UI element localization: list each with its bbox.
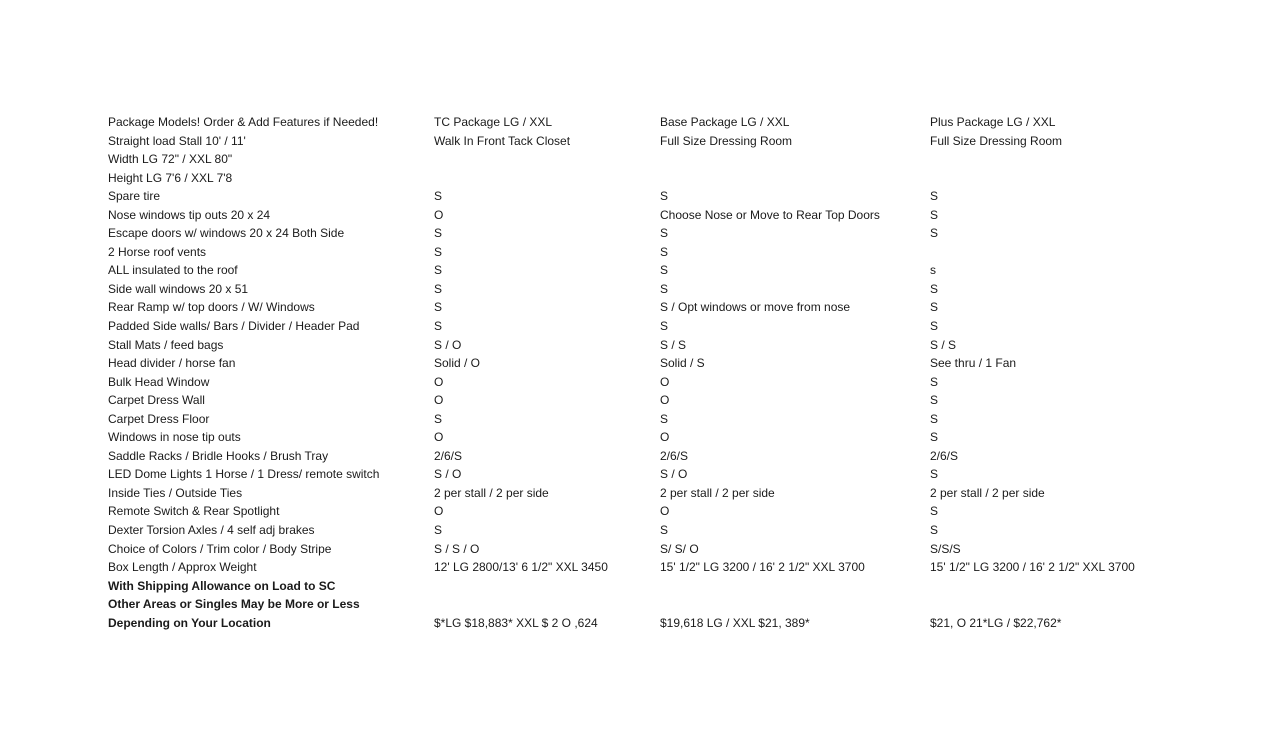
base-package-cell: 15' 1/2" LG 3200 / 16' 2 1/2" XXL 3700: [660, 560, 865, 575]
plus-package-cell: S: [930, 504, 939, 519]
table-row: [0, 540, 1276, 559]
plus-package-cell: 2 per stall / 2 per side: [930, 485, 1045, 500]
plus-package-cell: 2/6/S: [930, 448, 959, 463]
base-package-cell: O: [660, 430, 670, 445]
row-label: Depending on Your Location: [108, 615, 271, 630]
plus-package-cell: S: [930, 189, 939, 204]
base-package-cell: Choose Nose or Move to Rear Top Doors: [660, 207, 880, 222]
plus-package-cell: S: [930, 430, 939, 445]
row-label: Rear Ramp w/ top doors / W/ Windows: [108, 300, 315, 315]
row-label: Saddle Racks / Bridle Hooks / Brush Tray: [108, 448, 329, 463]
row-label: With Shipping Allowance on Load to SC: [108, 578, 336, 593]
table-row: [0, 465, 1276, 484]
row-label: Stall Mats / feed bags: [108, 337, 224, 352]
tc-package-cell: S: [434, 523, 443, 538]
tc-package-cell: S: [434, 189, 443, 204]
plus-package-cell: Plus Package LG / XXL: [930, 115, 1056, 129]
plus-package-cell: S: [930, 281, 939, 296]
row-label: Inside Ties / Outside Ties: [108, 485, 243, 500]
base-package-cell: 2/6/S: [660, 448, 689, 463]
tc-package-cell: O: [434, 393, 444, 408]
base-package-cell: O: [660, 374, 670, 389]
tc-package-cell: O: [434, 430, 444, 445]
table-row: [0, 447, 1276, 466]
plus-package-cell: See thru / 1 Fan: [930, 356, 1017, 371]
table-row: [0, 280, 1276, 299]
tc-package-cell: S: [434, 226, 443, 241]
table-row: [0, 373, 1276, 392]
table-row: [0, 336, 1276, 355]
row-label: Remote Switch & Rear Spotlight: [108, 504, 280, 519]
tc-package-cell: TC Package LG / XXL: [434, 115, 553, 129]
table-row: [0, 521, 1276, 540]
table-row: [0, 261, 1276, 280]
tc-package-cell: O: [434, 374, 444, 389]
table-row: [0, 428, 1276, 447]
plus-package-cell: $21, O 21*LG / $22,762*: [930, 615, 1062, 630]
base-package-cell: S/ S/ O: [660, 541, 699, 556]
table-row: [0, 317, 1276, 336]
table-row: [0, 614, 1276, 633]
row-label: Carpet Dress Floor: [108, 411, 210, 426]
plus-package-cell: S / S: [930, 337, 957, 352]
base-package-cell: S / Opt windows or move from nose: [660, 300, 851, 315]
tc-package-cell: S: [434, 263, 443, 278]
plus-package-cell: S: [930, 226, 939, 241]
base-package-cell: S: [660, 189, 669, 204]
base-package-cell: 2 per stall / 2 per side: [660, 485, 775, 500]
table-row: [0, 354, 1276, 373]
row-label: Side wall windows 20 x 51: [108, 281, 249, 296]
table-row: [0, 206, 1276, 225]
row-label: Nose windows tip outs 20 x 24: [108, 207, 271, 222]
plus-package-cell: S: [930, 393, 939, 408]
table-row: [0, 391, 1276, 410]
plus-package-cell: S: [930, 374, 939, 389]
plus-package-cell: S: [930, 207, 939, 222]
tc-package-cell: S / O: [434, 467, 462, 482]
plus-package-cell: Full Size Dressing Room: [930, 133, 1063, 148]
base-package-cell: $19,618 LG / XXL $21, 389*: [660, 615, 810, 630]
plus-package-cell: S: [930, 319, 939, 334]
row-label: Bulk Head Window: [108, 374, 210, 389]
tc-package-cell: S / O: [434, 337, 462, 352]
plus-package-cell: S: [930, 467, 939, 482]
row-label: Windows in nose tip outs: [108, 430, 241, 445]
plus-package-cell: S: [930, 300, 939, 315]
base-package-cell: O: [660, 504, 670, 519]
row-label: Spare tire: [108, 189, 161, 204]
table-row: [0, 169, 1276, 188]
base-package-cell: S / O: [660, 467, 688, 482]
tc-package-cell: 2/6/S: [434, 448, 463, 463]
tc-package-cell: Walk In Front Tack Closet: [434, 133, 571, 148]
tc-package-cell: $*LG $18,883* XXL $ 2 O ,624: [434, 615, 598, 630]
base-package-cell: O: [660, 393, 670, 408]
row-label: Carpet Dress Wall: [108, 393, 205, 408]
row-label: Package Models! Order & Add Features if Needed!: [108, 115, 379, 129]
tc-package-cell: 2 per stall / 2 per side: [434, 485, 549, 500]
tc-package-cell: S: [434, 319, 443, 334]
base-package-cell: S: [660, 226, 669, 241]
base-package-cell: S: [660, 411, 669, 426]
base-package-cell: S: [660, 319, 669, 334]
plus-package-cell: 15' 1/2" LG 3200 / 16' 2 1/2" XXL 3700: [930, 560, 1135, 575]
row-label: LED Dome Lights 1 Horse / 1 Dress/ remote switch: [108, 467, 380, 482]
row-label: Padded Side walls/ Bars / Divider / Header Pad: [108, 319, 360, 334]
row-label: 2 Horse roof vents: [108, 244, 207, 259]
row-label: ALL insulated to the roof: [108, 263, 238, 278]
row-label: Height LG 7'6 / XXL 7'8: [108, 170, 233, 185]
table-row: [0, 187, 1276, 206]
table-row: [0, 298, 1276, 317]
table-row: [0, 558, 1276, 577]
row-label: Width LG 72" / XXL 80": [108, 152, 233, 167]
base-package-cell: S: [660, 263, 669, 278]
tc-package-cell: S / S / O: [434, 541, 480, 556]
plus-package-cell: S: [930, 523, 939, 538]
tc-package-cell: Solid / O: [434, 356, 481, 371]
tc-package-cell: S: [434, 411, 443, 426]
row-label: Dexter Torsion Axles / 4 self adj brakes: [108, 523, 315, 538]
table-row: [0, 113, 1276, 132]
table-row: [0, 132, 1276, 151]
table-row: [0, 224, 1276, 243]
tc-package-cell: S: [434, 244, 443, 259]
row-label: Escape doors w/ windows 20 x 24 Both Side: [108, 226, 345, 241]
table-row: [0, 484, 1276, 503]
tc-package-cell: S: [434, 281, 443, 296]
base-package-cell: Solid / S: [660, 356, 705, 371]
plus-package-cell: s: [930, 263, 936, 278]
plus-package-cell: S: [930, 411, 939, 426]
row-label: Box Length / Approx Weight: [108, 560, 257, 575]
tc-package-cell: S: [434, 300, 443, 315]
table-row: [0, 595, 1276, 614]
row-label: Other Areas or Singles May be More or Less: [108, 597, 360, 612]
table-row: [0, 502, 1276, 521]
base-package-cell: S / S: [660, 337, 687, 352]
base-package-cell: S: [660, 523, 669, 538]
row-label: Choice of Colors / Trim color / Body Stripe: [108, 541, 332, 556]
base-package-cell: S: [660, 244, 669, 259]
table-row: [0, 410, 1276, 429]
row-label: Straight load Stall 10' / 11': [108, 133, 246, 148]
base-package-cell: S: [660, 281, 669, 296]
tc-package-cell: 12' LG 2800/13' 6 1/2" XXL 3450: [434, 560, 608, 575]
base-package-cell: Full Size Dressing Room: [660, 133, 793, 148]
tc-package-cell: O: [434, 207, 444, 222]
plus-package-cell: S/S/S: [930, 541, 961, 556]
table-row: [0, 243, 1276, 262]
tc-package-cell: O: [434, 504, 444, 519]
row-label: Head divider / horse fan: [108, 356, 236, 371]
base-package-cell: Base Package LG / XXL: [660, 115, 790, 129]
table-row: [0, 577, 1276, 596]
table-row: [0, 150, 1276, 169]
comparison-sheet: [0, 113, 1276, 632]
